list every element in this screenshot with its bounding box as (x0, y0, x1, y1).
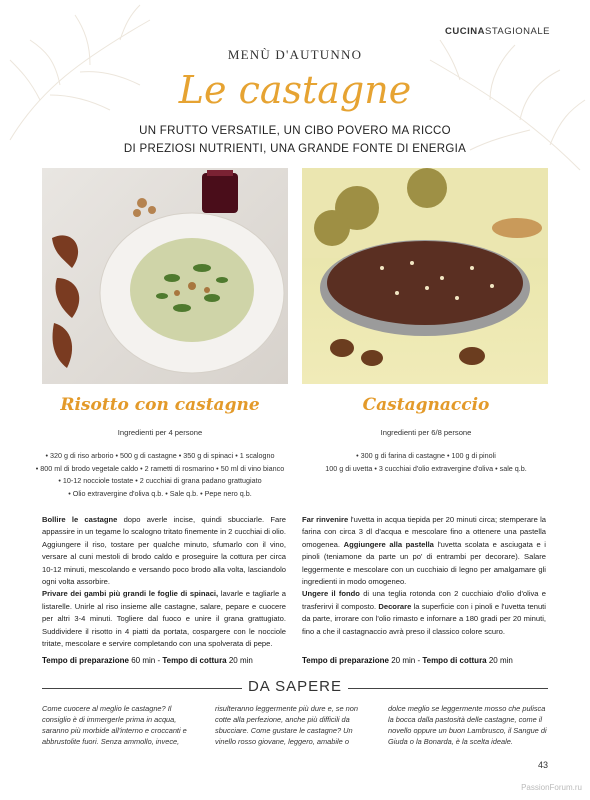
step-text: dopo averle incise, quindi sbucciarle. Fare appassire in un tegame lo scalogno tritato finemente in 2 cucchiai di olio. Aggiungere il riso, tostare per qualche minuto, sfumarlo con il vino, versare al cuni mestoli di brodo caldo e proseguire la cottura per circa 10-12 minuti, mescolando e versando poco brodo alla volta, lasciandolo ogni volta assorbire. (42, 515, 286, 587)
subtitle-line-2: DI PREZIOSI NUTRIENTI, UNA GRANDE FONTE DI ENERGIA (123, 143, 467, 155)
time-castagnaccio (302, 656, 513, 665)
subtitle-line-1: UN FRUTTO VERSATILE, UN CIBO POVERO MA RICCO (139, 125, 451, 137)
step-text: la superficie con i pinoli e l'uvetta tenuti da parte, irrorare con l'olio rimasto e infornare a 180 gradi per 20 minuti, fino a che il castagnaccio avrà preso il classico colore scuro. (302, 601, 546, 636)
ingredients-list-risotto (30, 450, 290, 500)
recipe-title-risotto: Risotto con castagne (60, 395, 260, 415)
step-bold: Bollire le castagne (42, 515, 118, 524)
time-label: Tempo di preparazione (302, 656, 389, 665)
kicker: MENÙ D'AUTUNNO (227, 47, 363, 62)
time-value: 20 min - (388, 656, 423, 665)
risotto-photo (42, 168, 288, 384)
ingredients-list-castagnaccio (296, 450, 556, 475)
subtitle (0, 122, 590, 158)
section-tag-bold: CUCINA (445, 26, 485, 37)
time-value: 20 min (486, 656, 513, 665)
recipe-title-castagnaccio: Castagnaccio (362, 395, 490, 415)
steps-risotto (42, 514, 286, 650)
castagnaccio-photo (302, 168, 548, 384)
time-value: 20 min (226, 656, 253, 665)
time-value: 60 min - (128, 656, 163, 665)
note-column-2: risulteranno leggermente più dure e, se non cotte alla perfezione, anche più difficili da sbucciare. Come gustare le castagne? Un vinello rosso giovane, leggero, amabile o (215, 704, 358, 746)
step-text: l'uvetta scolata e asciugata e i pinoli (teniamone da parte un po' di entrambi per decorare). Salare leggermente e mescolare con un cucchiaio di legno per amalgamare gli ingredienti in modo omogeneo. (302, 539, 546, 587)
page-title: Le castagne (178, 68, 412, 112)
box-title: DA SAPERE (247, 678, 343, 695)
section-tag-rest: STAGIONALE (484, 26, 550, 37)
step-text: di una teglia rotonda con 2 cucchiaio d'olio d'oliva e trasferirvi il composto. (302, 589, 546, 611)
ingredient-line: • Olio extravergine d'oliva q.b. • Sale q.b. • Pepe nero q.b. (68, 488, 252, 498)
ingredient-line: • 320 g di riso arborio • 500 g di castagne • 350 g di spinaci • 1 scalogno (45, 451, 275, 460)
step-bold: Privare dei gambi più grandi le foglie di spinaci, (42, 589, 219, 599)
time-label: Tempo di cottura (422, 656, 487, 665)
section-tag (445, 26, 550, 37)
ingredient-line: • 800 ml di brodo vegetale caldo • 2 rametti di rosmarino • 50 ml di vino bianco (35, 463, 285, 473)
ingredients-heading-castagnaccio: Ingredienti per 6/8 persone (380, 428, 472, 437)
watermark: PassionForum.ru (521, 783, 582, 792)
time-risotto (42, 656, 253, 665)
step-text: l'uvetta in acqua tiepida per 20 minuti circa; stemperare la farina con circa 3 dl d'acqua e mescolare fino a ottenere una pastella omogenea. (302, 515, 546, 549)
note-column-3: dolce meglio se leggermente mosso che pulisca la bocca dalla pastosità delle castagne, come il novello oppure un buon Lambrusco, il Sangue di Giuda o la Bonarda, è la scelta ideale. (388, 704, 547, 746)
time-label: Tempo di preparazione (42, 656, 129, 665)
step-bold: Ungere il fondo (302, 589, 360, 599)
ingredient-line: • 10-12 nocciole tostate • 2 cucchiai di grana padano grattugiato (58, 476, 262, 485)
ingredient-line: • 300 g di farina di castagne • 100 g di pinoli (356, 451, 496, 460)
page-number: 43 (537, 760, 548, 770)
step-bold: Aggiungere alla pastella (343, 539, 434, 549)
note-column-1: Come cuocere al meglio le castagne? Il consiglio è di immergerle prima in acqua, saranno più morbide all'interno e croccanti e abbrustolite fuori. Senza ammollo, invece, (42, 704, 187, 746)
time-label: Tempo di cottura (162, 656, 227, 665)
step-bold: Decorare (378, 601, 412, 611)
step-text: lavarle e tagliarle a listarelle. Unirle al riso insieme alle castagne, salare, pepare e cuocere per altri 3-4 minuti. Togliere dal fuoco e unire il grana grattugiato. Suddividere il risotto in 4 piatti da portata, cospargere con le nocciole tritate, mescolare e servire completando con una spolverata di pepe. (42, 589, 286, 649)
ingredients-heading-risotto: Ingredienti per 4 persone (117, 428, 203, 437)
step-bold: Far rinvenire (302, 515, 349, 524)
ingredient-line: 100 g di uvetta • 3 cucchiai d'olio extravergine d'oliva • sale q.b. (325, 463, 527, 473)
steps-castagnaccio (302, 514, 546, 638)
